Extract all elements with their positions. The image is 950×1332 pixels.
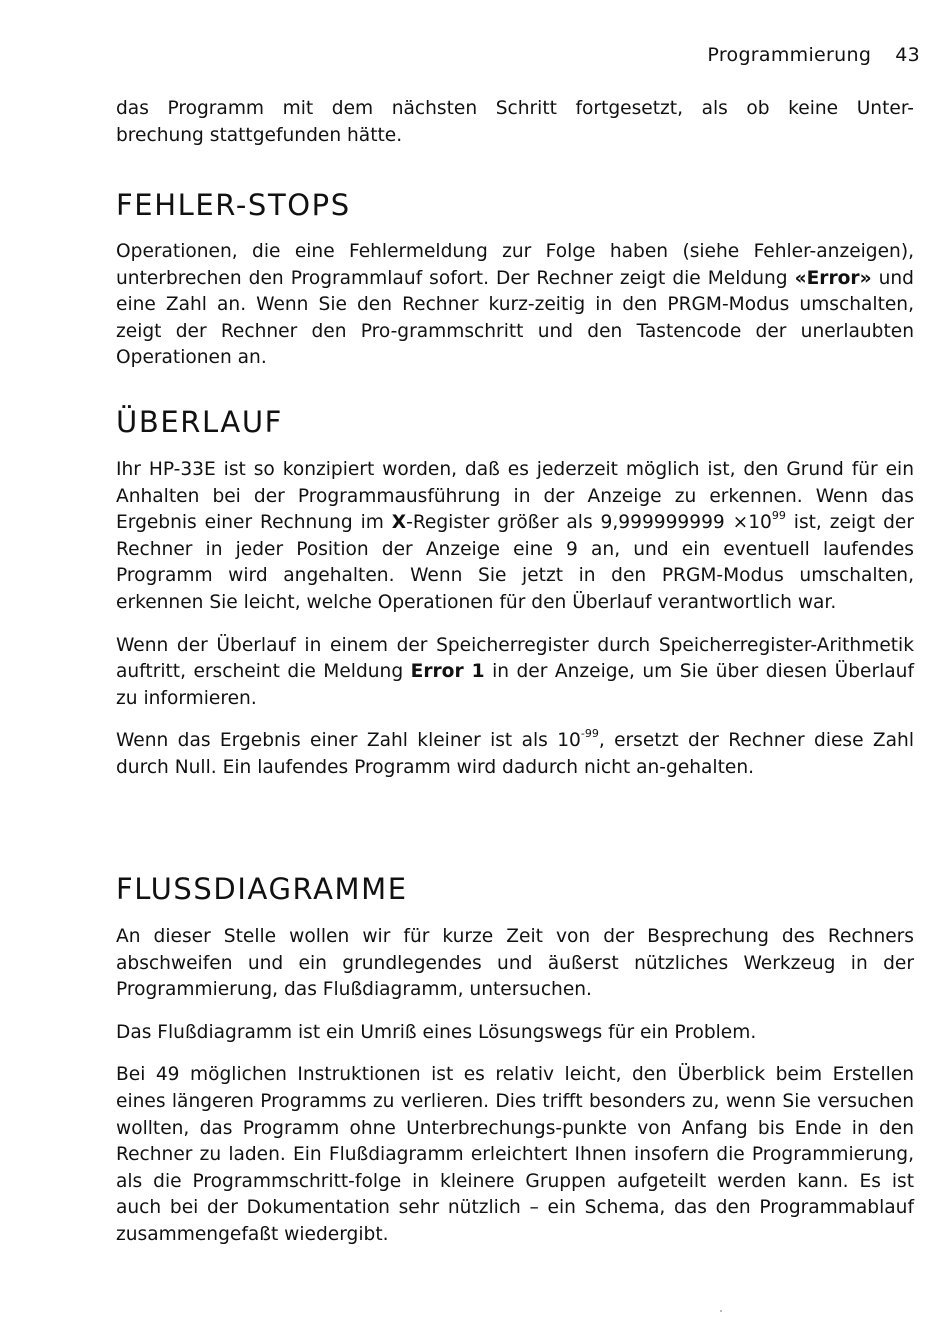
error-message: «Error» (794, 267, 872, 289)
intro-line-1: das Programm mit dem nächsten Schritt fortgesetzt, als ob keine Unter- (116, 98, 914, 119)
ueberlauf-paragraph-1 (116, 457, 914, 617)
section-flussdiagramme (116, 924, 914, 1249)
intro-paragraph (116, 96, 914, 149)
text-run: und eine Zahl an. Wenn Sie den Rechner kurz-zeitig in den PRGM-Modus umschalten, zeigt der Rechner den Pro-grammschritt und den Tastencode der unerlaubten Operationen an. (116, 267, 914, 369)
heading-flussdiagramme: FLUSSDIAGRAMME (116, 872, 408, 906)
text-run: -Register größer als 9,999999999 ×10 (406, 512, 772, 534)
exponent: -99 (580, 727, 599, 741)
flussdiagramme-paragraph-2: Das Flußdiagramm ist ein Umriß eines Lösungswegs für ein Problem. (116, 1021, 757, 1043)
scan-speck (720, 1310, 722, 1312)
section-ueberlauf (116, 457, 914, 782)
heading-fehler-stops: FEHLER-STOPS (116, 188, 351, 222)
ueberlauf-paragraph-3 (116, 728, 914, 781)
heading-ueberlauf: ÜBERLAUF (116, 405, 283, 439)
text-run: Wenn der Überlauf in einem der Speicherregister durch Speicherregister-Arithmetik auftritt, erscheint die Meldung (116, 634, 914, 683)
text-run: Wenn das Ergebnis einer Zahl kleiner ist als 10 (116, 730, 581, 752)
page-number: 43 (895, 44, 920, 66)
running-header (707, 44, 920, 66)
flussdiagramme-paragraph-3: Bei 49 möglichen Instruktionen ist es relativ leicht, den Überblick beim Erstellen eines längeren Programms zu verlieren. Dies trifft besonders zu, wenn Sie versuchen wollten, das Programm ohne Unterbrechungs-punkte von Anfang bis Ende in den Rechner zu laden. Ein Flußdiagramm erleichtert Ihnen insofern die Programmierung, als die Programmschritt-folge in kleinere Gruppen aufgeteilt werden kann. Es ist auch bei der Dokumentation sehr nützlich – ein Schema, das den Programmablauf zusammengefaßt wiedergibt. (116, 1064, 914, 1245)
text-run: in der Anzeige, um Sie über diesen Überlauf zu informieren. (116, 661, 914, 709)
register-name: X (391, 512, 407, 534)
error-message: Error 1 (410, 661, 485, 683)
text-run: Ihr HP-33E ist so konzipiert worden, daß es jederzeit möglich ist, den Grund für ein Anhalten bei der Programmausführung in der Anzeige zu erkennen. Wenn das Ergebnis einer Rechnung im (116, 459, 914, 534)
text-run: ist, zeigt der Rechner in jeder Position der Anzeige eine 9 an, und ein eventuell laufendes Programm wird angehalten. Wenn Sie jetzt in den PRGM-Modus umschalten, erkennen Sie leicht, welche Operationen für den Überlauf verantwortlich war. (116, 512, 914, 613)
section-title: Programmierung (707, 44, 872, 66)
text-run: Operationen, die eine Fehlermeldung zur Folge haben (siehe Fehler-anzeigen), unterbrechen den Programmlauf sofort. Der Rechner zeigt die Meldung (116, 241, 914, 289)
text-run: , ersetzt der Rechner diese Zahl durch Null. Ein laufendes Programm wird dadurch nicht an-gehalten. (116, 730, 915, 778)
flussdiagramme-paragraph-1: An dieser Stelle wollen wir für kurze Zeit von der Besprechung des Rechners abschweifen und ein grundlegendes und äußerst nützliches Werkzeug in der Programmierung, das Flußdiagramm, untersuchen. (116, 926, 914, 1001)
section-fehler-stops (116, 239, 914, 372)
ueberlauf-paragraph-2 (116, 633, 914, 713)
intro-line-2: brechung stattgefunden hätte. (116, 124, 403, 146)
fehler-stops-paragraph (116, 239, 914, 372)
exponent: 99 (771, 509, 786, 523)
